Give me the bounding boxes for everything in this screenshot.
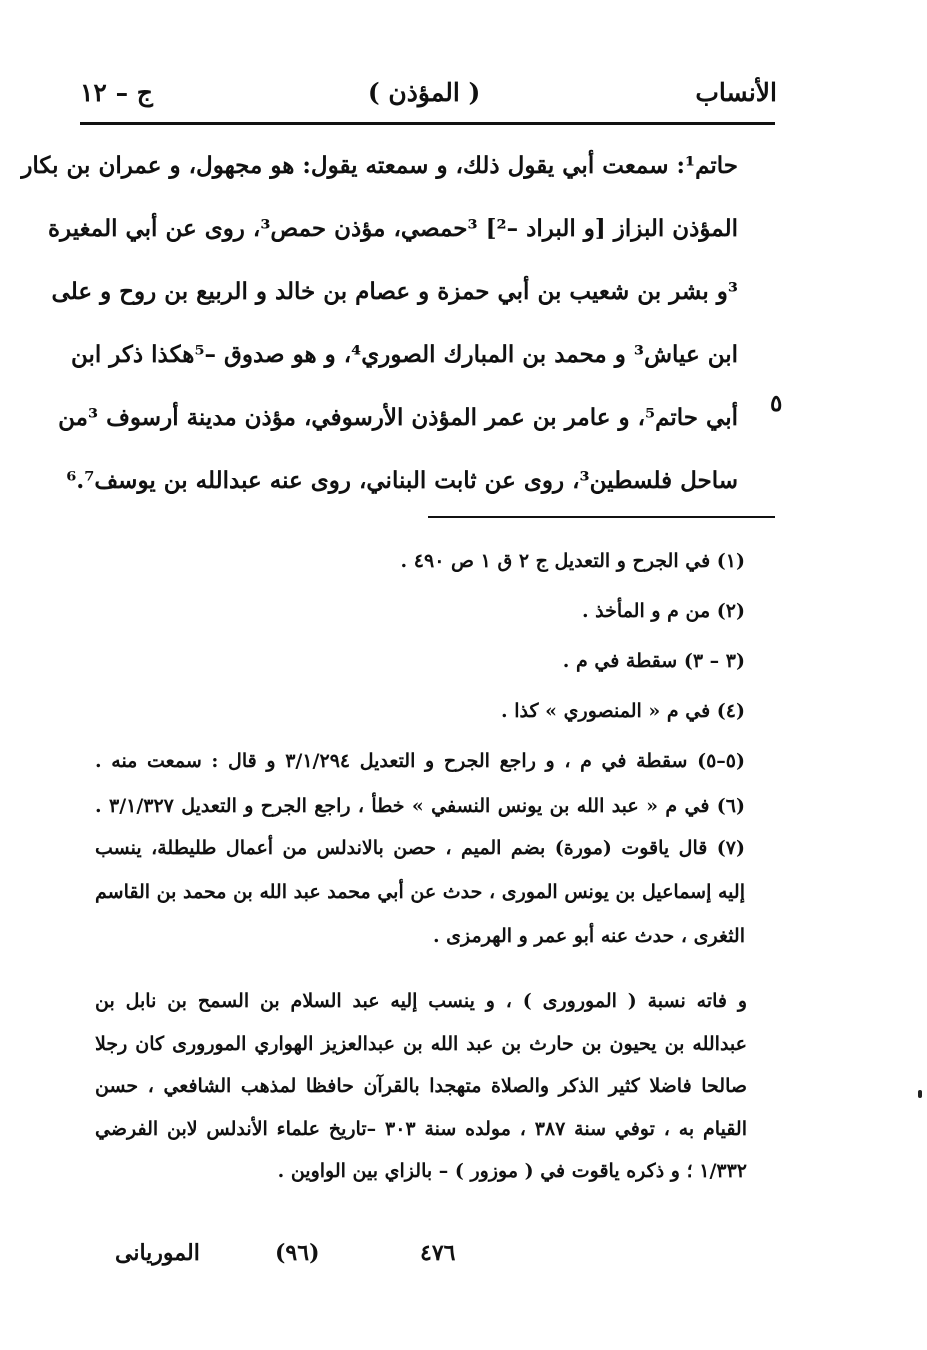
footnote-rule [428, 516, 775, 518]
addendum-line: ١/٣٣٢ ؛ و ذكره ياقوت في ( موزور ) – بالزاي بين الواوين . [277, 1160, 747, 1182]
header-rule [80, 122, 775, 125]
header-book-title: الأنساب [695, 77, 777, 107]
running-header [80, 68, 777, 116]
footnote: (٢) من م و المأخذ . [581, 600, 745, 622]
addendum-line: و فاته نسبة ( المورورى ) ، و ينسب إليه عبد السلام بن السمح بن نابل بن [95, 990, 747, 1012]
header-entry-title: ( المؤذن ) [367, 77, 481, 107]
footnote: (٣ – ٣) سقطة في م . [562, 650, 745, 672]
text-line: أبي حاتم⁵، و عامر بن عمر المؤذن الأرسوفي، مؤذن مدينة أرسوف ³من [58, 404, 738, 431]
scan-mark [918, 1090, 922, 1098]
main-text [21, 134, 738, 512]
footer-sheet-number: (٩٦) [275, 1240, 320, 1266]
text-line: المؤذن البزاز [و البراد –²] ³حمصي، مؤذن حمص³، روى عن أبي المغيرة [48, 215, 738, 242]
footnote-continued: الثغرى ، حدث عنه أبو عمر و الهرمزى . [432, 925, 745, 947]
footnote: (١) في الجرح و التعديل ج ٢ ق ١ ص ٤٩٠ . [400, 550, 745, 572]
footnotes [95, 536, 745, 958]
footnote-continued: إليه إسماعيل بن يونس المورى ، حدث عن أبي محمد عبد الله بن محمد بن القاسم [95, 881, 745, 903]
footnote: (٥–٥) سقطة في م ، و راجع الجرح و التعديل ٣/١/٢٩٤ و قال : سمعت منه . [95, 750, 745, 772]
text-line: ساحل فلسطين³، روى عن ثابت البناني، روى عنه عبدالله بن يوسف⁶.⁷ [66, 467, 738, 494]
addendum-line: صالحا فاضلا كثير الذكر والصلاة متهجدا بالقرآن حافظا لمذهب الشافعي ، حسن [95, 1075, 747, 1097]
margin-line-number: ٥ [770, 390, 783, 417]
text-line: ³و بشر بن شعيب بن أبي حمزة و عصام بن خالد و الربيع بن روح و على [51, 278, 738, 305]
addendum-note [95, 980, 747, 1193]
addendum-line: عبدالله بن يحيون بن حارث بن عبد الله بن عبدالعزيز الهواري المورورى كان رجلا [95, 1032, 747, 1055]
footer-page-number: ٤٧٦ [420, 1240, 456, 1266]
footnote: (٧) قال ياقوت (مورة) بضم الميم ، حصن بالاندلس من أعمال طليطلة، ينسب [95, 837, 745, 859]
text-line: حاتم¹: سمعت أبي يقول ذلك، و سمعته يقول: هو مجهول، و عمران بن بكار [21, 152, 738, 179]
footnote: (٤) في م « المنصوري » كذا . [501, 700, 745, 722]
text-line: ابن عياش³ و محمد بن المبارك الصوري⁴، و هو صدوق –⁵هكذا ذكر ابن [70, 341, 738, 368]
header-volume: ج – ١٢ [80, 77, 153, 107]
footer-catchword: الموريانى [115, 1240, 200, 1266]
footnote: (٦) في م « عبد الله بن يونس النسفي » خطأ ، راجع الجرح و التعديل ٣/١/٣٢٧ . [95, 795, 745, 817]
addendum-line: القيام به ، توفي سنة ٣٨٧ ، مولده سنة ٣٠٣ –تاريخ علماء الأندلس لابن الفرضي [95, 1117, 748, 1140]
